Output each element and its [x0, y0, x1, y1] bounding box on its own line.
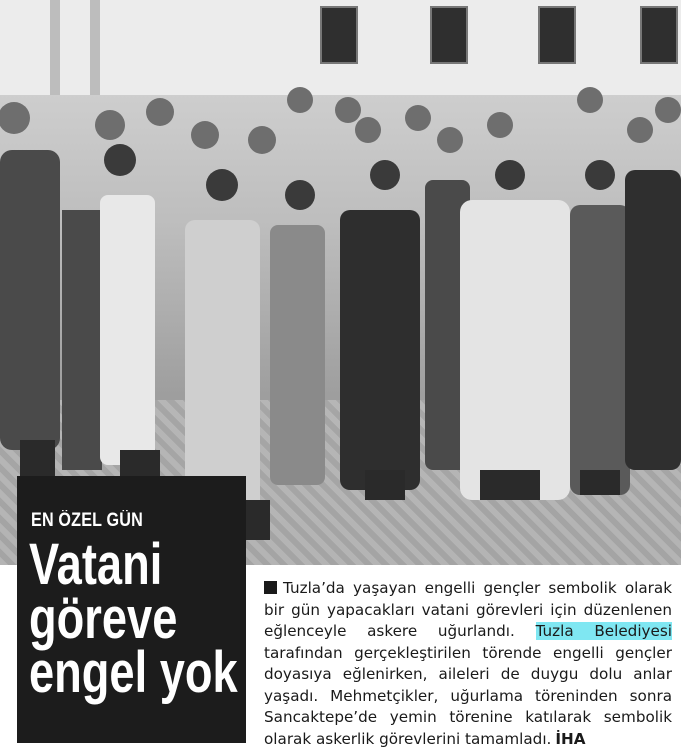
article-text-2: tarafından gerçekleştirilen törende engelli gençler doyasıya eğlenirken, aileleri de duygu dolu anlar yaşadı. Mehmetçikler, uğurlama töreninden sonra Sancaktepe’de yemin törenine katılarak sembolik olarak askerlik görevlerini tamamladı.: [264, 643, 672, 748]
headline-title: [29, 532, 238, 705]
headline-box: [17, 476, 246, 743]
article-body: [264, 578, 672, 750]
headline-line-1: Vatani: [29, 532, 163, 597]
article-text-1: Tuzla’da yaşayan engelli gençler sembolik olarak bir gün yapacakları vatani görevleri için düzenlenen eğlenceyle askere uğurlandı.: [264, 579, 672, 640]
kicker: EN ÖZEL GÜN: [31, 510, 143, 531]
bullet-square-icon: [264, 581, 277, 594]
highlighted-municipality: Tuzla Belediyesi: [535, 622, 673, 640]
headline-line-3: engel yok: [29, 640, 238, 705]
headline-line-2: göreve: [29, 586, 178, 651]
news-source: İHA: [555, 729, 586, 748]
